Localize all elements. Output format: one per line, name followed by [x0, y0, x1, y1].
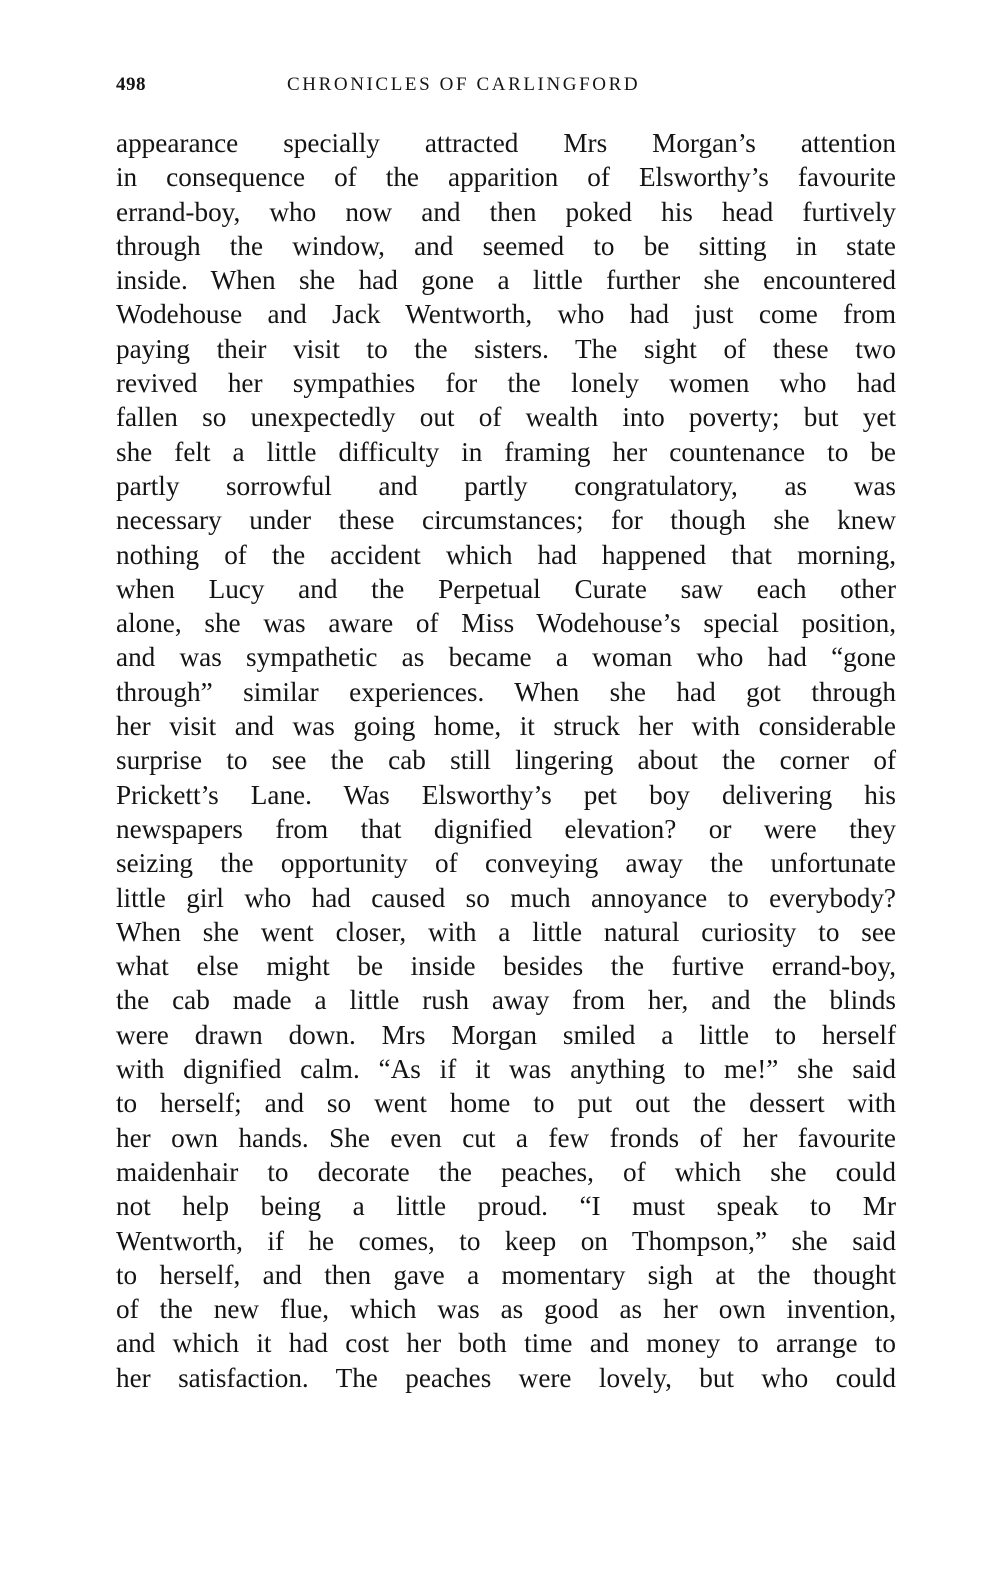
text-line: the cab made a little rush away from her, and the blinds: [116, 985, 896, 1016]
text-line: appearance specially attracted Mrs Morgan’s attention: [116, 128, 896, 158]
text-line: to herself, and then gave a momentary sigh at the thought: [116, 1259, 896, 1290]
page-number: 498: [116, 74, 146, 95]
text-line: of the new flue, which was as good as her own invention,: [116, 1294, 896, 1325]
text-line: necessary under these circumstances; for though she knew: [116, 505, 896, 536]
text-line: alone, she was aware of Miss Wodehouse’s special position,: [116, 608, 896, 639]
running-title: CHRONICLES OF CARLINGFORD: [287, 74, 641, 95]
text-line: little girl who had caused so much annoyance to everybody?: [116, 882, 896, 913]
text-line: Wentworth, if he comes, to keep on Thompson,” she said: [116, 1225, 896, 1256]
text-line: surprise to see the cab still lingering about the corner of: [116, 745, 896, 776]
text-line: maidenhair to decorate the peaches, of which she could: [116, 1156, 896, 1187]
text-line: her satisfaction. The peaches were lovely, but who could: [116, 1362, 896, 1393]
text-line: newspapers from that dignified elevation? or were they: [116, 813, 896, 844]
text-line: inside. When she had gone a little further she encountered: [116, 265, 896, 296]
text-line: with dignified calm. “As if it was anything to me!” she said: [116, 1054, 896, 1085]
body-paragraph: [116, 126, 896, 1395]
text-line: not help being a little proud. “I must speak to Mr: [116, 1191, 896, 1222]
text-line: she felt a little difficulty in framing her countenance to be: [116, 436, 896, 467]
text-line: paying their visit to the sisters. The sight of these two: [116, 333, 896, 364]
text-line: and was sympathetic as became a woman who had “gone: [116, 642, 896, 673]
text-line: when Lucy and the Perpetual Curate saw each other: [116, 573, 896, 604]
text-line: partly sorrowful and partly congratulatory, as was: [116, 470, 896, 501]
text-line: nothing of the accident which had happened that morning,: [116, 539, 896, 570]
text-line: errand-boy, who now and then poked his head furtively: [116, 196, 896, 227]
text-line: her visit and was going home, it struck her with considerable: [116, 711, 896, 742]
text-line: to herself; and so went home to put out the dessert with: [116, 1088, 896, 1119]
text-line: Wodehouse and Jack Wentworth, who had just come from: [116, 299, 896, 330]
text-line: in consequence of the apparition of Elsworthy’s favourite: [116, 162, 896, 193]
text-line: were drawn down. Mrs Morgan smiled a little to herself: [116, 1019, 896, 1050]
text-line: fallen so unexpectedly out of wealth into poverty; but yet: [116, 402, 896, 433]
text-line: Prickett’s Lane. Was Elsworthy’s pet boy delivering his: [116, 779, 896, 810]
text-line: through the window, and seemed to be sitting in state: [116, 230, 896, 261]
text-line: When she went closer, with a little natural curiosity to see: [116, 916, 896, 947]
text-line: through” similar experiences. When she had got through: [116, 676, 896, 707]
text-line: her own hands. She even cut a few fronds of her favourite: [116, 1122, 896, 1153]
text-line: revived her sympathies for the lonely women who had: [116, 368, 896, 399]
text-line: seizing the opportunity of conveying away the unfortunate: [116, 848, 896, 879]
running-head: [116, 74, 896, 106]
text-line: and which it had cost her both time and money to arrange to: [116, 1328, 896, 1359]
text-line: what else might be inside besides the furtive errand-boy,: [116, 951, 896, 982]
